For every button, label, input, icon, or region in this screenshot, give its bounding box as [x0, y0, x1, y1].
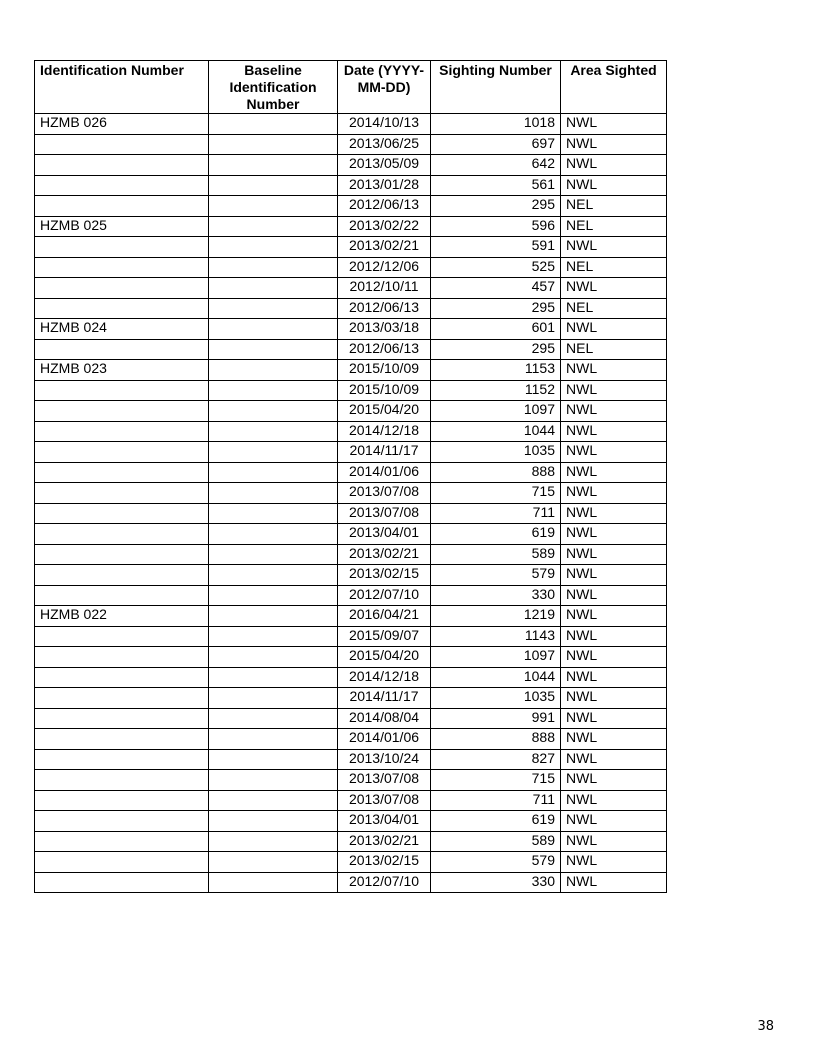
- cell-sighting-number: 591: [431, 237, 561, 258]
- cell-identification-number: [35, 749, 209, 770]
- table-row: [35, 175, 667, 196]
- cell-baseline-identification-number: [209, 524, 338, 545]
- cell-identification-number: [35, 544, 209, 565]
- table-row: [35, 524, 667, 545]
- header-sighting-number: Sighting Number: [431, 61, 561, 114]
- cell-identification-number: [35, 790, 209, 811]
- table-row: [35, 216, 667, 237]
- cell-date: 2016/04/21: [338, 606, 431, 627]
- cell-baseline-identification-number: [209, 544, 338, 565]
- cell-sighting-number: 619: [431, 524, 561, 545]
- cell-date: 2012/12/06: [338, 257, 431, 278]
- cell-sighting-number: 525: [431, 257, 561, 278]
- table-row: [35, 647, 667, 668]
- cell-date: 2014/10/13: [338, 114, 431, 135]
- cell-date: 2013/07/08: [338, 483, 431, 504]
- cell-date: 2014/01/06: [338, 462, 431, 483]
- cell-date: 2013/02/21: [338, 237, 431, 258]
- cell-area-sighted: NWL: [561, 462, 667, 483]
- cell-area-sighted: NWL: [561, 729, 667, 750]
- cell-date: 2014/08/04: [338, 708, 431, 729]
- cell-baseline-identification-number: [209, 872, 338, 893]
- cell-sighting-number: 295: [431, 339, 561, 360]
- cell-area-sighted: NWL: [561, 626, 667, 647]
- cell-area-sighted: NWL: [561, 503, 667, 524]
- cell-identification-number: HZMB 024: [35, 319, 209, 340]
- cell-identification-number: [35, 257, 209, 278]
- cell-sighting-number: 1035: [431, 442, 561, 463]
- table-row: [35, 442, 667, 463]
- cell-area-sighted: NEL: [561, 196, 667, 217]
- cell-baseline-identification-number: [209, 708, 338, 729]
- cell-identification-number: [35, 565, 209, 586]
- cell-area-sighted: NWL: [561, 524, 667, 545]
- cell-date: 2012/06/13: [338, 298, 431, 319]
- cell-baseline-identification-number: [209, 360, 338, 381]
- table-row: [35, 729, 667, 750]
- cell-identification-number: [35, 196, 209, 217]
- table-row: [35, 319, 667, 340]
- cell-baseline-identification-number: [209, 626, 338, 647]
- cell-identification-number: HZMB 025: [35, 216, 209, 237]
- cell-area-sighted: NWL: [561, 114, 667, 135]
- cell-identification-number: [35, 667, 209, 688]
- cell-area-sighted: NWL: [561, 770, 667, 791]
- cell-baseline-identification-number: [209, 831, 338, 852]
- cell-area-sighted: NWL: [561, 647, 667, 668]
- table-row: [35, 708, 667, 729]
- table-row: [35, 585, 667, 606]
- cell-sighting-number: 1044: [431, 667, 561, 688]
- cell-sighting-number: 601: [431, 319, 561, 340]
- cell-date: 2013/02/21: [338, 544, 431, 565]
- cell-sighting-number: 1152: [431, 380, 561, 401]
- cell-date: 2013/07/08: [338, 503, 431, 524]
- cell-date: 2014/11/17: [338, 442, 431, 463]
- cell-identification-number: [35, 175, 209, 196]
- cell-date: 2013/04/01: [338, 524, 431, 545]
- cell-identification-number: [35, 708, 209, 729]
- header-identification-number: Identification Number: [35, 61, 209, 114]
- cell-identification-number: [35, 298, 209, 319]
- table-row: [35, 688, 667, 709]
- cell-sighting-number: 711: [431, 503, 561, 524]
- cell-date: 2013/02/22: [338, 216, 431, 237]
- cell-identification-number: HZMB 026: [35, 114, 209, 135]
- cell-identification-number: [35, 442, 209, 463]
- cell-sighting-number: 295: [431, 298, 561, 319]
- cell-area-sighted: NWL: [561, 401, 667, 422]
- cell-area-sighted: NWL: [561, 585, 667, 606]
- cell-identification-number: [35, 462, 209, 483]
- cell-date: 2015/10/09: [338, 360, 431, 381]
- cell-baseline-identification-number: [209, 503, 338, 524]
- table-row: [35, 667, 667, 688]
- cell-sighting-number: 1044: [431, 421, 561, 442]
- table-row: [35, 831, 667, 852]
- cell-date: 2014/12/18: [338, 667, 431, 688]
- cell-baseline-identification-number: [209, 790, 338, 811]
- cell-baseline-identification-number: [209, 442, 338, 463]
- cell-date: 2012/06/13: [338, 196, 431, 217]
- table-row: [35, 544, 667, 565]
- header-area-sighted: Area Sighted: [561, 61, 667, 114]
- cell-area-sighted: NEL: [561, 339, 667, 360]
- cell-identification-number: [35, 134, 209, 155]
- cell-baseline-identification-number: [209, 257, 338, 278]
- cell-area-sighted: NWL: [561, 380, 667, 401]
- cell-identification-number: [35, 872, 209, 893]
- cell-area-sighted: NWL: [561, 852, 667, 873]
- cell-sighting-number: 711: [431, 790, 561, 811]
- cell-identification-number: [35, 524, 209, 545]
- table-row: [35, 606, 667, 627]
- cell-date: 2014/12/18: [338, 421, 431, 442]
- table-row: [35, 626, 667, 647]
- cell-baseline-identification-number: [209, 278, 338, 299]
- cell-baseline-identification-number: [209, 688, 338, 709]
- cell-baseline-identification-number: [209, 606, 338, 627]
- cell-baseline-identification-number: [209, 852, 338, 873]
- table-row: [35, 298, 667, 319]
- cell-identification-number: [35, 237, 209, 258]
- cell-area-sighted: NWL: [561, 483, 667, 504]
- cell-date: 2012/10/11: [338, 278, 431, 299]
- table-row: [35, 401, 667, 422]
- table-row: [35, 134, 667, 155]
- cell-area-sighted: NWL: [561, 708, 667, 729]
- cell-identification-number: [35, 421, 209, 442]
- cell-identification-number: [35, 688, 209, 709]
- cell-area-sighted: NWL: [561, 749, 667, 770]
- cell-identification-number: [35, 503, 209, 524]
- cell-identification-number: [35, 401, 209, 422]
- cell-identification-number: [35, 831, 209, 852]
- cell-date: 2015/04/20: [338, 401, 431, 422]
- cell-area-sighted: NEL: [561, 257, 667, 278]
- cell-identification-number: [35, 380, 209, 401]
- cell-sighting-number: 589: [431, 544, 561, 565]
- cell-area-sighted: NEL: [561, 298, 667, 319]
- cell-identification-number: [35, 585, 209, 606]
- cell-identification-number: [35, 155, 209, 176]
- cell-area-sighted: NWL: [561, 319, 667, 340]
- table-row: [35, 360, 667, 381]
- table-header-row: [35, 61, 667, 114]
- cell-identification-number: [35, 729, 209, 750]
- cell-baseline-identification-number: [209, 585, 338, 606]
- table-row: [35, 196, 667, 217]
- cell-date: 2013/04/01: [338, 811, 431, 832]
- cell-date: 2013/07/08: [338, 790, 431, 811]
- table-row: [35, 749, 667, 770]
- cell-baseline-identification-number: [209, 483, 338, 504]
- cell-date: 2015/10/09: [338, 380, 431, 401]
- cell-sighting-number: 1035: [431, 688, 561, 709]
- cell-identification-number: [35, 339, 209, 360]
- cell-area-sighted: NWL: [561, 237, 667, 258]
- cell-area-sighted: NEL: [561, 216, 667, 237]
- cell-area-sighted: NWL: [561, 667, 667, 688]
- cell-date: 2012/07/10: [338, 585, 431, 606]
- cell-area-sighted: NWL: [561, 278, 667, 299]
- cell-sighting-number: 1219: [431, 606, 561, 627]
- cell-area-sighted: NWL: [561, 155, 667, 176]
- table-row: [35, 257, 667, 278]
- cell-sighting-number: 888: [431, 729, 561, 750]
- table-row: [35, 462, 667, 483]
- cell-baseline-identification-number: [209, 380, 338, 401]
- table-body: [35, 114, 667, 893]
- cell-sighting-number: 1097: [431, 647, 561, 668]
- cell-sighting-number: 1143: [431, 626, 561, 647]
- cell-baseline-identification-number: [209, 647, 338, 668]
- table-row: [35, 503, 667, 524]
- cell-identification-number: [35, 852, 209, 873]
- cell-date: 2013/05/09: [338, 155, 431, 176]
- table-row: [35, 237, 667, 258]
- cell-sighting-number: 1097: [431, 401, 561, 422]
- cell-baseline-identification-number: [209, 175, 338, 196]
- cell-sighting-number: 991: [431, 708, 561, 729]
- cell-sighting-number: 888: [431, 462, 561, 483]
- cell-area-sighted: NWL: [561, 421, 667, 442]
- cell-area-sighted: NWL: [561, 565, 667, 586]
- cell-baseline-identification-number: [209, 319, 338, 340]
- table-row: [35, 380, 667, 401]
- header-baseline-identification-number: Baseline Identification Number: [209, 61, 338, 114]
- cell-area-sighted: NWL: [561, 442, 667, 463]
- page-number: 38: [757, 1019, 774, 1034]
- cell-date: 2013/06/25: [338, 134, 431, 155]
- table-row: [35, 811, 667, 832]
- cell-area-sighted: NWL: [561, 134, 667, 155]
- cell-baseline-identification-number: [209, 298, 338, 319]
- cell-sighting-number: 642: [431, 155, 561, 176]
- table-row: [35, 483, 667, 504]
- cell-identification-number: [35, 278, 209, 299]
- cell-baseline-identification-number: [209, 421, 338, 442]
- cell-baseline-identification-number: [209, 134, 338, 155]
- cell-sighting-number: 715: [431, 770, 561, 791]
- cell-sighting-number: 579: [431, 852, 561, 873]
- table-row: [35, 339, 667, 360]
- table-row: [35, 278, 667, 299]
- cell-baseline-identification-number: [209, 155, 338, 176]
- cell-date: 2012/06/13: [338, 339, 431, 360]
- cell-date: 2013/07/08: [338, 770, 431, 791]
- cell-sighting-number: 596: [431, 216, 561, 237]
- cell-date: 2014/01/06: [338, 729, 431, 750]
- cell-baseline-identification-number: [209, 667, 338, 688]
- cell-sighting-number: 715: [431, 483, 561, 504]
- cell-sighting-number: 1018: [431, 114, 561, 135]
- cell-sighting-number: 619: [431, 811, 561, 832]
- cell-date: 2013/02/15: [338, 565, 431, 586]
- cell-sighting-number: 457: [431, 278, 561, 299]
- cell-area-sighted: NWL: [561, 688, 667, 709]
- cell-date: 2014/11/17: [338, 688, 431, 709]
- cell-sighting-number: 561: [431, 175, 561, 196]
- cell-identification-number: [35, 483, 209, 504]
- sightings-table: [34, 60, 667, 893]
- cell-baseline-identification-number: [209, 811, 338, 832]
- cell-area-sighted: NWL: [561, 360, 667, 381]
- cell-date: 2013/02/21: [338, 831, 431, 852]
- cell-baseline-identification-number: [209, 196, 338, 217]
- cell-identification-number: [35, 770, 209, 791]
- table-row: [35, 155, 667, 176]
- cell-date: 2013/02/15: [338, 852, 431, 873]
- table-row: [35, 790, 667, 811]
- cell-baseline-identification-number: [209, 729, 338, 750]
- table-row: [35, 421, 667, 442]
- cell-baseline-identification-number: [209, 565, 338, 586]
- table-row: [35, 770, 667, 791]
- cell-date: 2013/10/24: [338, 749, 431, 770]
- cell-identification-number: [35, 647, 209, 668]
- cell-area-sighted: NWL: [561, 790, 667, 811]
- table-row: [35, 872, 667, 893]
- cell-date: 2015/09/07: [338, 626, 431, 647]
- cell-baseline-identification-number: [209, 462, 338, 483]
- cell-baseline-identification-number: [209, 770, 338, 791]
- cell-sighting-number: 1153: [431, 360, 561, 381]
- cell-identification-number: HZMB 022: [35, 606, 209, 627]
- cell-sighting-number: 295: [431, 196, 561, 217]
- cell-area-sighted: NWL: [561, 831, 667, 852]
- cell-identification-number: HZMB 023: [35, 360, 209, 381]
- cell-area-sighted: NWL: [561, 811, 667, 832]
- cell-identification-number: [35, 626, 209, 647]
- cell-baseline-identification-number: [209, 339, 338, 360]
- table-row: [35, 852, 667, 873]
- cell-area-sighted: NWL: [561, 872, 667, 893]
- cell-baseline-identification-number: [209, 237, 338, 258]
- cell-sighting-number: 827: [431, 749, 561, 770]
- cell-baseline-identification-number: [209, 401, 338, 422]
- cell-baseline-identification-number: [209, 216, 338, 237]
- cell-area-sighted: NWL: [561, 544, 667, 565]
- cell-sighting-number: 330: [431, 585, 561, 606]
- cell-date: 2012/07/10: [338, 872, 431, 893]
- cell-sighting-number: 589: [431, 831, 561, 852]
- cell-sighting-number: 330: [431, 872, 561, 893]
- cell-area-sighted: NWL: [561, 606, 667, 627]
- cell-sighting-number: 579: [431, 565, 561, 586]
- cell-area-sighted: NWL: [561, 175, 667, 196]
- cell-identification-number: [35, 811, 209, 832]
- cell-baseline-identification-number: [209, 749, 338, 770]
- table-row: [35, 565, 667, 586]
- table-row: [35, 114, 667, 135]
- cell-date: 2015/04/20: [338, 647, 431, 668]
- cell-date: 2013/01/28: [338, 175, 431, 196]
- cell-date: 2013/03/18: [338, 319, 431, 340]
- cell-sighting-number: 697: [431, 134, 561, 155]
- header-date: Date (YYYY-MM-DD): [338, 61, 431, 114]
- cell-baseline-identification-number: [209, 114, 338, 135]
